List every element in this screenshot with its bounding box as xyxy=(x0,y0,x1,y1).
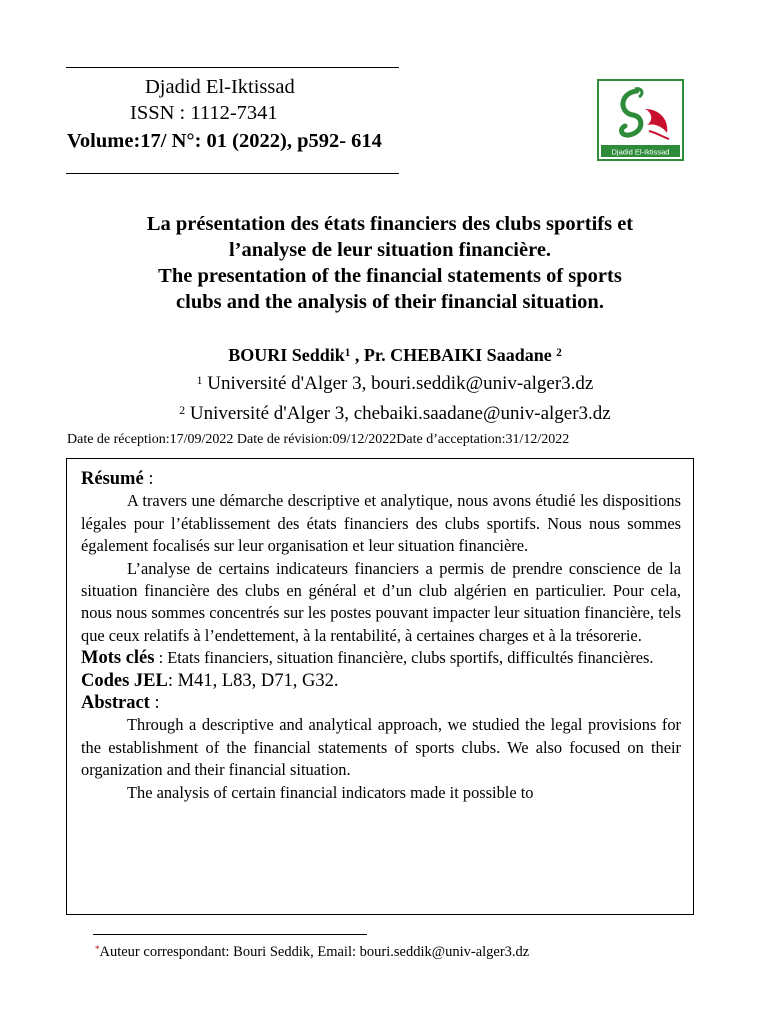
footnote-rule xyxy=(93,934,367,935)
affiliation-2-mark: 2 xyxy=(179,403,186,417)
affiliation-2 xyxy=(0,403,768,425)
footnote-mark: * xyxy=(95,943,100,954)
resume-colon: : xyxy=(143,469,154,489)
author-2: Pr. CHEBAIKI Saadane xyxy=(363,345,557,365)
authors xyxy=(0,345,768,366)
header-bottom-rule xyxy=(66,173,399,174)
abstract-content xyxy=(81,468,681,804)
abstract-paragraph-1: Through a descriptive and analytical approach, we studied the legal provisions for the establishment of the financial statements of sports clubs. We also focused on their organization and their financial situation. xyxy=(81,715,681,780)
title-english-line-1: The presentation of the financial statements of sports xyxy=(158,265,622,287)
abstract-heading-line xyxy=(81,692,681,714)
journal-logo xyxy=(597,79,684,161)
resume-heading: Résumé xyxy=(81,469,144,489)
jel-text: : M41, L83, D71, G32. xyxy=(167,670,339,691)
issn: ISSN : 1112-7341 xyxy=(130,102,278,124)
title-french-line-2: l’analyse de leur situation financière. xyxy=(228,239,552,261)
journal-name: Djadid El-Iktissad xyxy=(145,76,295,98)
footnote-text: Auteur correspondant: Bouri Seddik, Email: bouri.seddik@univ-alger3.dz xyxy=(99,944,530,960)
abstract-box xyxy=(66,458,694,915)
submission-dates: Date de réception:17/09/2022 Date de révision:09/12/2022Date d’acceptation:31/12/2022 xyxy=(67,432,570,447)
title-english-line-2: clubs and the analysis of their financial situation. xyxy=(176,291,604,313)
affiliation-1 xyxy=(0,373,768,395)
abstract-colon: : xyxy=(149,693,160,714)
jel-line xyxy=(81,670,681,692)
author-1: BOURI Seddik xyxy=(228,345,345,365)
logo-icon xyxy=(597,79,684,161)
logo-text: Djadid El-Iktissad xyxy=(611,147,670,157)
resume-paragraph-2: L’analyse de certains indicateurs financiers a permis de prendre conscience de la situation financière des clubs en général et d’un club algérien en particulier. Pour cela, nous nous sommes concentrés sur les postes pouvant impacter leur situation financière, tels que ceux relatifs à l’endettement, à la rentabilité, à certaines charges et à la trésorerie. xyxy=(81,558,681,645)
resume-paragraph-1: A travers une démarche descriptive et analytique, nous avons étudié les dispositions légales pour l’établissement des états financiers des clubs sportifs. Nous nous sommes également focalisés sur leur organisation et leur situation financière. xyxy=(81,491,681,556)
affiliation-1-text: Université d'Alger 3, bouri.seddik@univ-alger3.dz xyxy=(202,373,594,394)
header-top-rule xyxy=(66,67,399,68)
keywords-line xyxy=(81,647,681,669)
abstract-heading: Abstract xyxy=(81,693,150,714)
author-1-mark: 1 xyxy=(344,346,351,359)
affiliation-1-mark: 1 xyxy=(196,373,203,387)
keywords-text: : Etats financiers, situation financière, clubs sportifs, difficultés financières. xyxy=(154,648,654,668)
footnote xyxy=(95,944,529,961)
abstract-paragraph-2: The analysis of certain financial indicators made it possible to xyxy=(127,782,534,802)
resume-heading-line xyxy=(81,468,681,490)
title-french-line-1: La présentation des états financiers des clubs sportifs et xyxy=(146,213,634,235)
author-2-mark: 2 xyxy=(556,346,562,359)
volume-info: Volume:17/ N°: 01 (2022), p592- 614 xyxy=(67,130,382,152)
jel-heading: Codes JEL xyxy=(81,670,168,691)
keywords-heading: Mots clés xyxy=(81,648,155,669)
author-separator: , xyxy=(350,345,364,365)
affiliation-2-text: Université d'Alger 3, chebaiki.saadane@univ-alger3.dz xyxy=(185,403,611,424)
